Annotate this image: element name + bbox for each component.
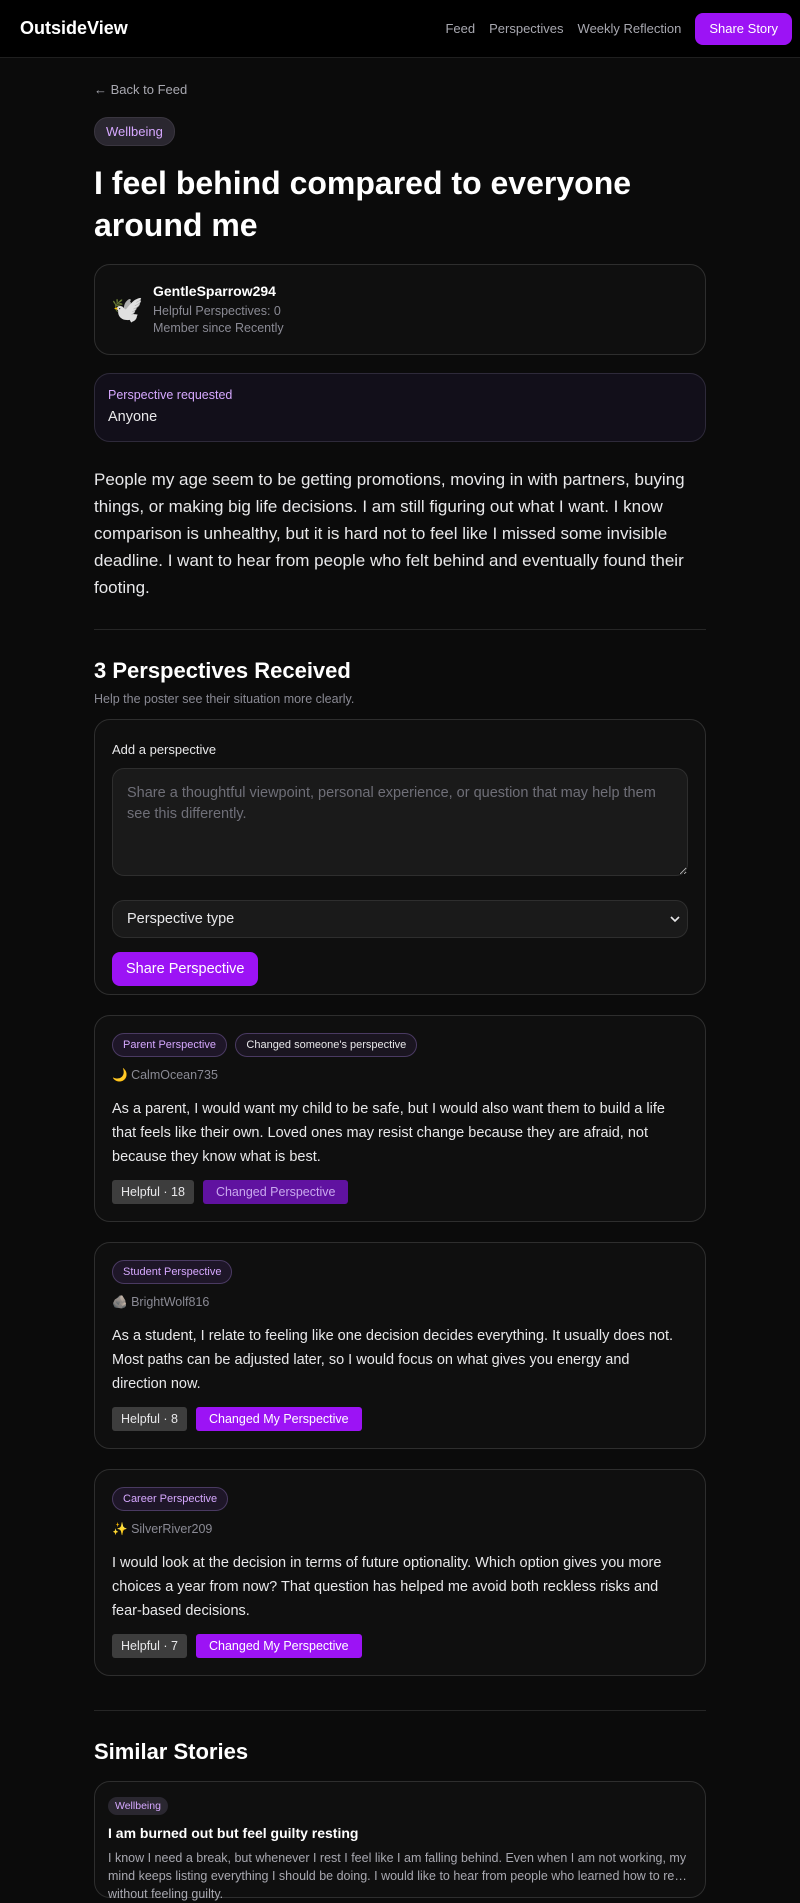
author-helpful-count: Helpful Perspectives: 0: [153, 303, 281, 318]
story-body: People my age seem to be getting promotions, moving in with partners, buying things, or making big life decisions. I am still figuring out what I want. I know comparison is unhealthy, but it is hard not to feel like I missed some invisible deadline. I want to hear from people who felt behind and eventually found their footing.: [94, 470, 685, 597]
perspective-actions: [112, 1634, 688, 1658]
perspective-author: [112, 1295, 688, 1310]
nav-perspectives-link[interactable]: Perspectives: [489, 21, 564, 36]
perspective-author: [112, 1522, 688, 1537]
sparkles-icon: ✨: [112, 1522, 128, 1536]
perspective-tags: [112, 1033, 688, 1057]
changed-my-perspective-button[interactable]: Changed My Perspective: [196, 1634, 362, 1658]
brand-logo[interactable]: OutsideView: [20, 18, 128, 38]
perspective-textarea[interactable]: [112, 768, 688, 876]
perspective-actions: [112, 1180, 688, 1204]
changed-my-perspective-button[interactable]: Changed My Perspective: [196, 1407, 362, 1431]
chevron-down-icon: [669, 913, 681, 925]
perspective-author-name: CalmOcean735: [131, 1068, 218, 1082]
perspective-type-value: Perspective type: [127, 911, 235, 927]
perspective-tag: Career Perspective: [112, 1487, 228, 1511]
perspective-text: I would look at the decision in terms of future optionality. Which option gives you more choices a year from now? That question has helped me avoid both reckless risks and fear-based decisions.: [112, 1555, 662, 1619]
story-page: [94, 82, 706, 1901]
perspective-requested-value: Anyone: [108, 409, 158, 425]
similar-story-excerpt: I know I need a break, but whenever I rest I feel like I am falling behind. Even when I am not working, my mind keeps listing everything I should be doing. I would like to hear from people who learned how to rest without feeling guilty.: [108, 1851, 687, 1901]
perspective-author: [112, 1068, 688, 1083]
perspective-tags: [112, 1260, 688, 1284]
perspectives-section-title: 3 Perspectives Received: [94, 658, 351, 683]
perspective-actions: [112, 1407, 688, 1431]
dove-avatar-icon: 🕊️: [111, 294, 144, 324]
similar-story-card[interactable]: [94, 1781, 706, 1901]
similar-stories-title: Similar Stories: [94, 1739, 249, 1764]
perspective-tag: Student Perspective: [112, 1260, 232, 1284]
perspective-requested-card: [94, 373, 706, 442]
perspective-type-select[interactable]: [112, 900, 688, 938]
perspective-text: As a parent, I would want my child to be safe, but I would also want them to build a life that feels like their own. Loved ones may resist change because they are afraid, not because they know what is best.: [112, 1101, 665, 1165]
top-navigation-bar: [0, 0, 800, 58]
nav-feed-link[interactable]: Feed: [445, 21, 476, 36]
changed-perspective-badge: Changed someone's perspective: [235, 1033, 417, 1057]
perspective-author-name: BrightWolf816: [131, 1295, 210, 1309]
add-perspective-label: Add a perspective: [112, 742, 217, 757]
helpful-button[interactable]: Helpful · 18: [112, 1180, 194, 1204]
similar-story-category-chip: Wellbeing: [108, 1797, 168, 1815]
main-nav: [431, 13, 792, 45]
story-title: I feel behind compared to everyone around me: [94, 165, 632, 243]
perspective-tags: [112, 1487, 688, 1511]
author-member-since: Member since Recently: [153, 320, 284, 335]
changed-perspective-button[interactable]: Changed Perspective: [203, 1180, 349, 1204]
share-perspective-button[interactable]: Share Perspective: [112, 952, 258, 986]
back-to-feed-link[interactable]: ← Back to Feed: [94, 82, 188, 97]
helpful-button[interactable]: Helpful · 7: [112, 1634, 187, 1658]
story-category-chip: Wellbeing: [94, 117, 175, 146]
author-name: GentleSparrow294: [153, 282, 276, 299]
author-card: [94, 264, 706, 355]
nav-weekly-reflection-link[interactable]: Weekly Reflection: [577, 21, 682, 36]
moon-icon: 🌙: [112, 1068, 128, 1082]
share-story-button[interactable]: Share Story: [695, 13, 792, 45]
helpful-button[interactable]: Helpful · 8: [112, 1407, 187, 1431]
rock-icon: 🪨: [112, 1295, 128, 1309]
perspectives-section-subtitle: Help the poster see their situation more clearly.: [94, 692, 355, 706]
perspective-requested-label: Perspective requested: [108, 388, 233, 402]
perspective-card: [94, 1469, 706, 1676]
section-divider: [94, 629, 706, 630]
perspective-text: As a student, I relate to feeling like one decision decides everything. It usually does not. Most paths can be adjusted later, so I would focus on what gives you energy and direction now.: [112, 1328, 674, 1392]
similar-story-title: I am burned out but feel guilty resting: [108, 1825, 359, 1841]
perspective-author-name: SilverRiver209: [131, 1522, 213, 1536]
section-divider: [94, 1710, 706, 1711]
perspective-tag: Parent Perspective: [112, 1033, 227, 1057]
perspective-card: [94, 1242, 706, 1449]
add-perspective-form: [94, 719, 706, 995]
perspective-card: [94, 1015, 706, 1222]
